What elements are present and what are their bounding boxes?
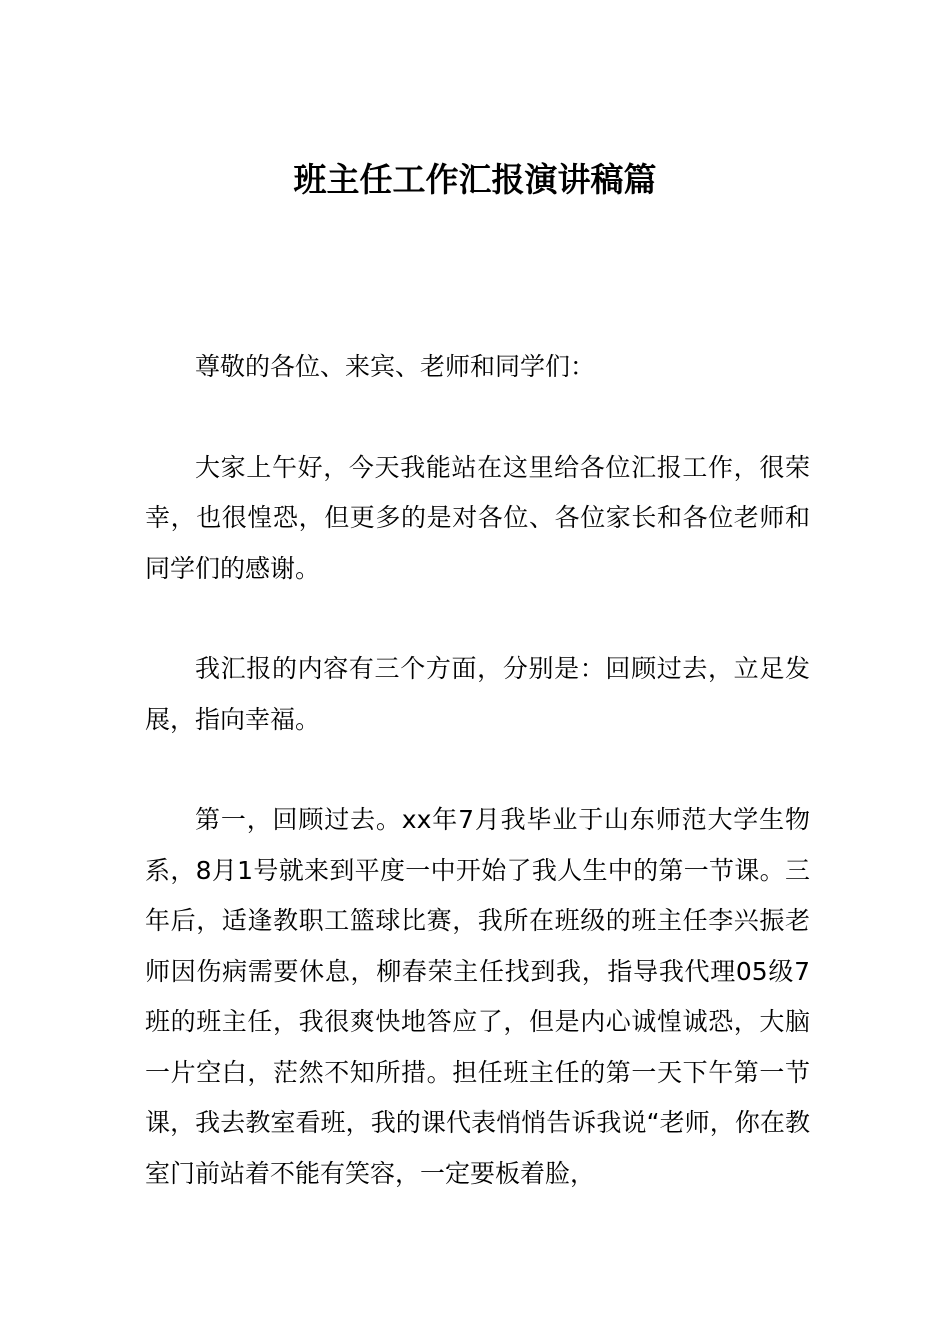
document-title: 班主任工作汇报演讲稿篇 — [293, 160, 657, 199]
greeting-paragraph: 尊敬的各位、来宾、老师和同学们： — [195, 352, 596, 381]
review-paragraph: 第一，回顾过去。xx年7月我毕业于山东师范大学生物系，8月1号就来到平度一中开始了我人生中的第一节课。三年后，适逢教职工篮球比赛，我所在班级的班主任李兴振老师因伤病需要休息，柳春荣主任找到我，指导我代理05级7班的班主任，我很爽快地答应了，但是内心诚惶诚恐，大脑一片空白，茫然不知所措。担任班主任的第一天下午第一节课，我去教室看班，我的课代表悄悄告诉我说“老师，你在教室门前站着不能有笑容，一定要板着脸， — [145, 805, 810, 1188]
outline-paragraph: 我汇报的内容有三个方面，分别是：回顾过去，立足发展，指向幸福。 — [145, 654, 810, 734]
opening-paragraph: 大家上午好，今天我能站在这里给各位汇报工作，很荣幸，也很惶恐，但更多的是对各位、各位家长和各位老师和同学们的感谢。 — [145, 452, 810, 583]
document-body — [145, 342, 810, 1199]
